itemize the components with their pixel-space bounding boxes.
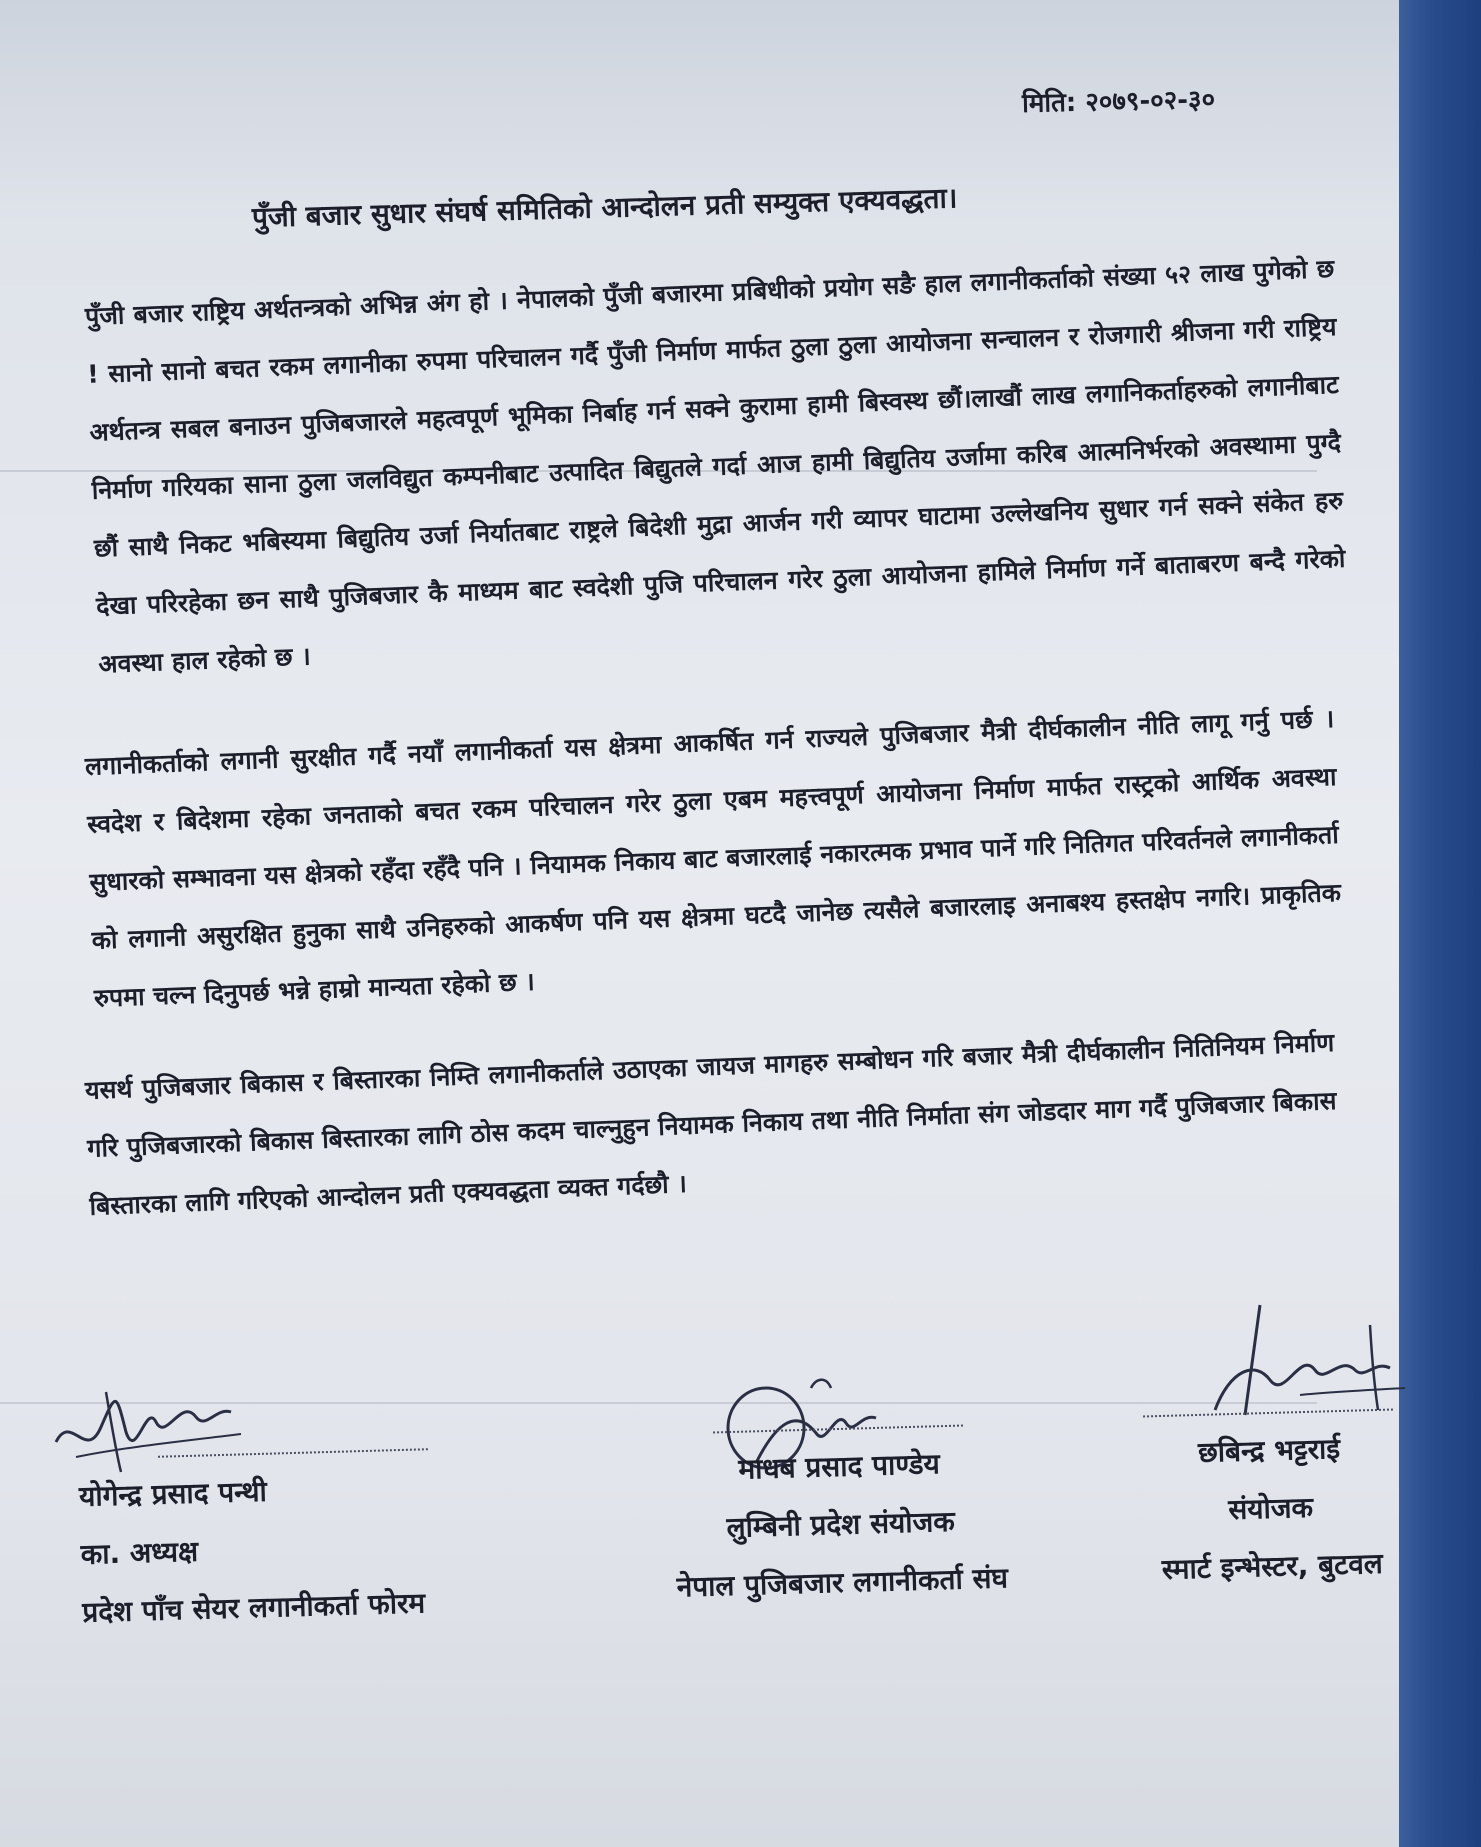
signatory-1 [78,1443,603,1641]
signatory-organization: स्मार्ट इन्भेस्टर, बुटवल [1161,1546,1384,1587]
signatory-3 [1108,1408,1433,1601]
signatory-organization: प्रदेश पाँच सेयर लगानीकर्ता फोरम [81,1586,426,1629]
letter-title: पुँजी बजार सुधार संघर्ष समितिको आन्दोलन प्रती सम्युक्त एक्यवद्धता। [251,181,958,234]
letter-date: मिति: २०७९-०२-३० [1021,84,1216,120]
signatory-name: योगेन्द्र प्रसाद पन्थी [78,1474,268,1513]
signatory-position: संयोजक [1227,1490,1314,1527]
signatory-organization: नेपाल पुजिबजार लगानीकर्ता संघ [676,1561,1009,1604]
signatory-name: माधब प्रसाद पाण्डेय [737,1447,941,1486]
signatory-position: का. अध्यक्ष [80,1534,199,1571]
paragraph-3: यसर्थ पुजिबजार बिकास र बिस्तारका निम्ति लगानीकर्ताले उठाएका जायज मागहरु सम्बोधन गरि बजार मैत्री दीर्घकालीन नितिनियम निर्माण गरि पुजिबजारको बिकास बिस्तारका लागि ठोस कदम चाल्नुहुन नियामक निकाय तथा नीति निर्माता संग जोडदार माग गर्दै पुजिबजार बिकास बिस्तारका लागि गरिएको आन्दोलन प्रती एक्यवद्धता व्यक्त गर्दछौ । [84,1028,1337,1221]
signatory-name: छबिन्द्र भट्टराई [1197,1432,1341,1469]
paragraph-1: पुँजी बजार राष्ट्रिय अर्थतन्त्रको अभिन्न अंग हो । नेपालको पुँजी बजारमा प्रबिधीको प्रयोग सङै हाल लगानीकर्ताको संख्या ५२ लाख पुगेको छ ! सानो सानो बचत रकम लगानीका रुपमा परिचालन गर्दै पुँजी निर्माण मार्फत ठुला ठुला आयोजना सन्चालन र रोजगारी श्रीजना गरी राष्ट्रिय अर्थतन्त्र सबल बनाउन पुजिबजारले महत्वपूर्ण भूमिका निर्बाह गर्न सक्ने कुरामा हामी बिस्वस्थ छौं।लाखौं लाख लगानिकर्ताहरुको लगानीबाट निर्माण गरियका साना ठुला जलविद्युत कम्पनीबाट उत्पादित बिद्युतले गर्दा आज हामी बिद्युतिय उर्जामा करिब आत्मनिर्भरको अवस्थामा पुग्दै छौं साथै निकट भबिस्यमा बिद्युतिय उर्जा निर्यातबाट राष्ट्रले बिदेशी मुद्रा आर्जन गरी व्यापर घाटामा उल्लेखनिय सुधार गर्न सक्ने संकेत हरु देखा परिरहेका छन साथै पुजिबजार कै माध्यम बाट स्वदेशी पुजि परिचालन गरेर ठुला आयोजना हामिले निर्माण गर्ने बाताबरण बन्दै गरेको अवस्था हाल रहेको छ । [84,254,1346,679]
signatory-2 [608,1422,1073,1619]
signatory-position: लुम्बिनी प्रदेश संयोजक [726,1504,956,1545]
paragraph-2: लगानीकर्ताको लगानी सुरक्षीत गर्दै नयाँ लगानीकर्ता यस क्षेत्रमा आकर्षित गर्न राज्यले पुजिबजार मैत्री दीर्घकालीन नीति लागू गर्नु पर्छ । स्वदेश र बिदेशमा रहेका जनताको बचत रकम परिचालन गरेर ठुला एबम महत्त्वपूर्ण आयोजना निर्माण मार्फत रास्ट्रको आर्थिक अवस्था सुधारको सम्भावना यस क्षेत्रको रहँदा रहँदै पनि । नियामक निकाय बाट बजारलाई नकारत्मक प्रभाव पार्ने गरि नितिगत परिवर्तनले लगानीकर्ता को लगानी असुरक्षित हुनुका साथै उनिहरुको आकर्षण पनि यस क्षेत्रमा घटदै जानेछ त्यसैले बजारलाइ अनाबश्य हस्तक्षेप नगरि। प्राकृतिक रुपमा चल्न दिनुपर्छ भन्ने हाम्रो मान्यता रहेको छ । [84,704,1342,1013]
